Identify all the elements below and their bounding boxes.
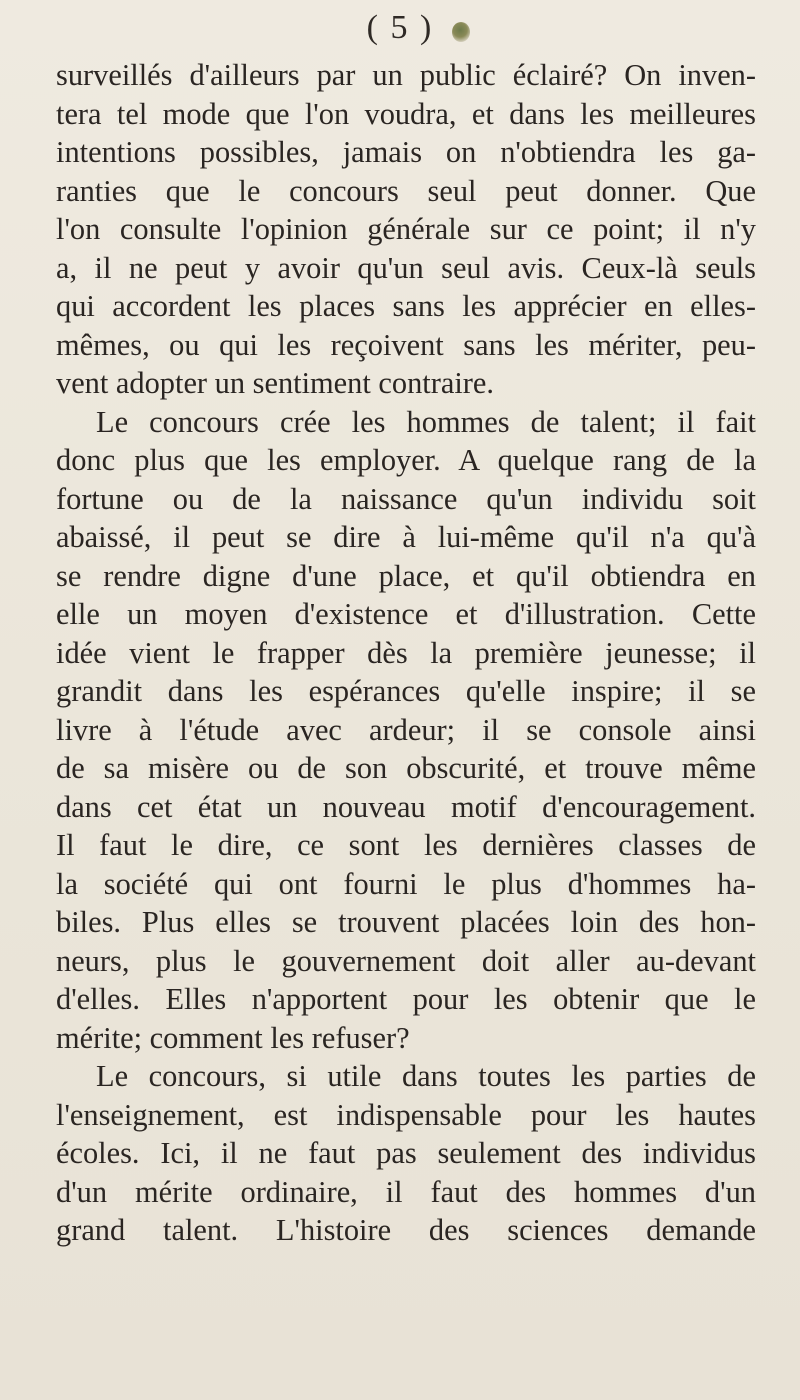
page-number: ( 5 ) bbox=[366, 9, 434, 46]
text-line: d'un mérite ordinaire, il faut des hommes d'un bbox=[56, 1174, 756, 1209]
text-line: neurs, plus le gouvernement doit aller au-devant bbox=[56, 943, 756, 978]
text-line: vent adopter un sentiment contraire. bbox=[56, 366, 494, 400]
paragraph-start-line: Le concours, si utile dans toutes les parties de bbox=[96, 1059, 756, 1093]
text-line: de sa misère ou de son obscurité, et trouve même bbox=[56, 751, 756, 785]
text-line: l'enseignement, est indispensable pour les hautes bbox=[56, 1097, 756, 1132]
text-line: biles. Plus elles se trouvent placées loin des hon- bbox=[56, 905, 756, 939]
paragraph-start-line: Le concours crée les hommes de talent; il fait bbox=[96, 404, 756, 439]
text-line: Il faut le dire, ce sont les dernières classes de bbox=[56, 828, 756, 862]
text-line: a, il ne peut y avoir qu'un seul avis. Ceux-là seuls bbox=[56, 250, 756, 285]
text-line: mérite; comment les refuser? bbox=[56, 1020, 410, 1055]
text-line: qui accordent les places sans les apprécier en elles- bbox=[56, 289, 756, 323]
text-line: intentions possibles, jamais on n'obtiendra les ga- bbox=[56, 135, 756, 169]
text-line: se rendre digne d'une place, et qu'il obtiendra en bbox=[56, 558, 756, 593]
body-text bbox=[56, 56, 756, 1250]
text-line: tera tel mode que l'on voudra, et dans les meilleures bbox=[56, 96, 756, 131]
ink-stain bbox=[452, 22, 470, 42]
text-line: mêmes, ou qui les reçoivent sans les mériter, peu- bbox=[56, 327, 756, 362]
text-line: livre à l'étude avec ardeur; il se console ainsi bbox=[56, 712, 756, 747]
text-line: grand talent. L'histoire des sciences demande bbox=[56, 1213, 756, 1247]
text-line: la société qui ont fourni le plus d'hommes ha- bbox=[56, 866, 756, 901]
text-line: fortune ou de la naissance qu'un individu soit bbox=[56, 481, 756, 516]
text-line: écoles. Ici, il ne faut pas seulement des individus bbox=[56, 1136, 756, 1170]
text-line: grandit dans les espérances qu'elle inspire; il se bbox=[56, 674, 756, 708]
text-line: elle un moyen d'existence et d'illustration. Cette bbox=[56, 597, 756, 631]
text-line: d'elles. Elles n'apportent pour les obtenir que le bbox=[56, 982, 756, 1016]
text-line: ranties que le concours seul peut donner. Que bbox=[56, 173, 756, 208]
text-line: l'on consulte l'opinion générale sur ce point; il n'y bbox=[56, 212, 756, 246]
text-line: surveillés d'ailleurs par un public éclairé? On inven- bbox=[56, 58, 756, 92]
text-line: dans cet état un nouveau motif d'encouragement. bbox=[56, 789, 756, 824]
text-line: idée vient le frapper dès la première jeunesse; il bbox=[56, 635, 756, 670]
text-line: abaissé, il peut se dire à lui-même qu'il n'a qu'à bbox=[56, 520, 756, 554]
text-line: donc plus que les employer. A quelque rang de la bbox=[56, 443, 756, 477]
